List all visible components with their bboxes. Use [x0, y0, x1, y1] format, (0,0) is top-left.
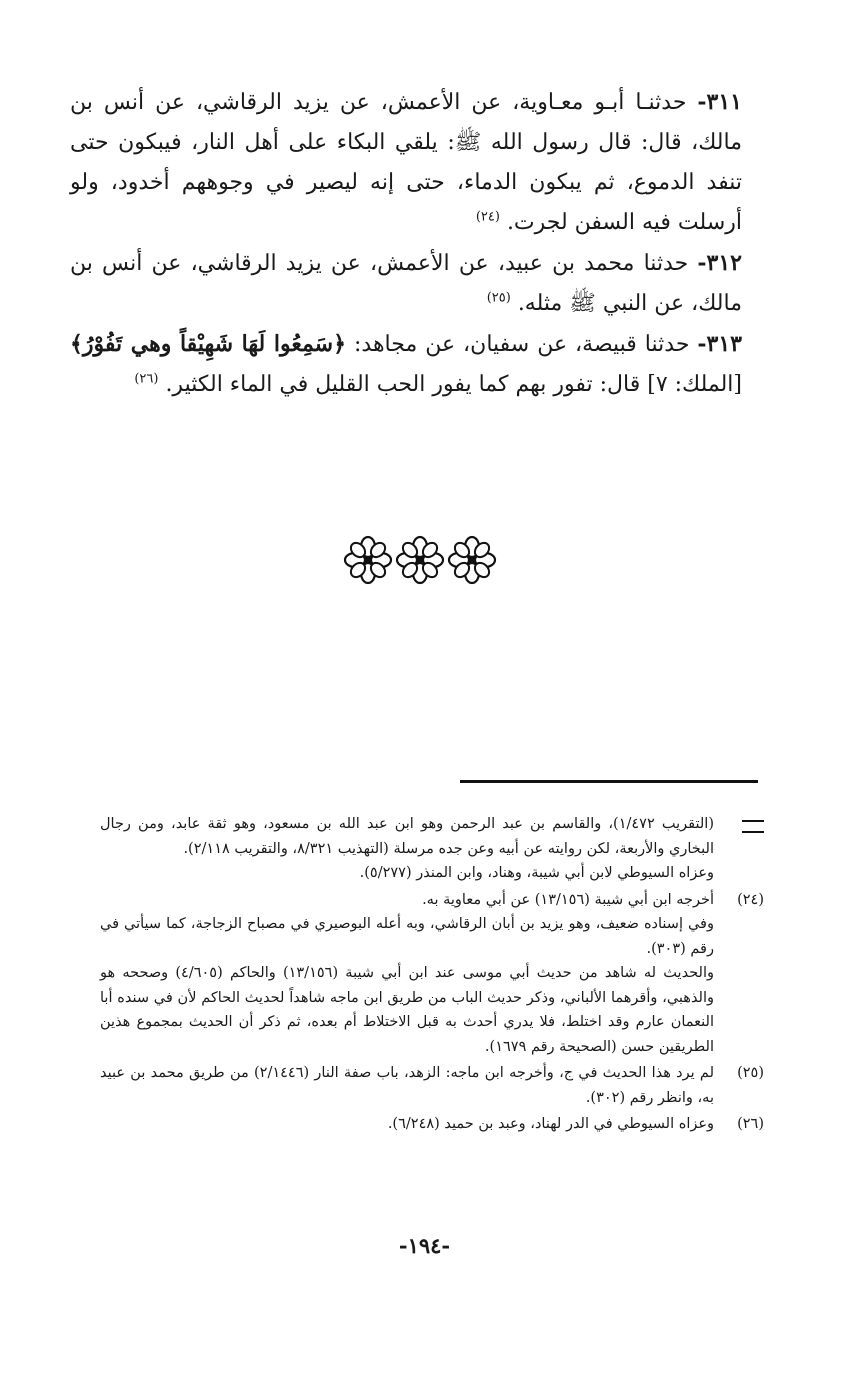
footnote-divider: [460, 780, 758, 783]
footnote-paragraph: أخرجه ابن أبي شيبة (١٣/١٥٦) عن أبي معاوية به.: [422, 891, 714, 908]
footnote-paragraph: وفي إسناده ضعيف، وهو يزيد بن أبان الرقاشي، وبه أعله البوصيري في مصباح الزجاجة، كما سيأتي في رقم (٣٠٣).: [100, 916, 714, 957]
main-text: [70, 82, 742, 405]
flower-ornament-icon: [449, 537, 495, 583]
footnote-number: (٢٤): [737, 891, 764, 908]
flower-ornament-icon: [397, 537, 443, 583]
hadith-text: حدثنـا أبـو معـاوية، عن الأعمش، عن يزيد الرقاشي، عن أنس بن مالك، قال: قال رسول الله ﷺ: يلقي البكاء على أهل النار، فيبكون حتى تنفد الدموع، ثم يبكون الدماء، حتى إنه ليصير في وجوههم أخدود، ولو أرسلت فيه السفن لجرت.: [70, 90, 742, 235]
hadith-text: حدثنا قبيصة، عن سفيان، عن مجاهد:: [346, 332, 698, 357]
section-ornament: [340, 533, 500, 587]
footnote-paragraph: (التقريب ١/٤٧٢)، والقاسم بن عبد الرحمن وهو ابن عبد الله بن مسعود، وهو ثقة عابد، ومن رجال البخاري والأربعة، لكن روايته عن أبيه وعن جده مرسلة (التهذيب ٨/٣٢١، والتقريب ٢/١١٨).: [100, 816, 714, 857]
flower-ornament-icon: [345, 537, 391, 583]
footnote-body: [100, 812, 714, 886]
footnote-ref: (٢٥): [486, 290, 511, 306]
hadith-text: حدثنا محمد بن عبيد، عن الأعمش، عن يزيد الرقاشي، عن أنس بن مالك، عن النبي ﷺ مثله.: [70, 251, 742, 316]
footnote-paragraph: لم يرد هذا الحديث في ج، وأخرجه ابن ماجه: الزهد، باب صفة النار (٢/١٤٤٦) من طريق محمد بن عبيد به، وانظر رقم (٣٠٢).: [100, 1065, 714, 1106]
hadith-number: ٣١١-: [697, 89, 742, 115]
footnote-ref: (٢٦): [134, 371, 159, 387]
footnote-body: [100, 1061, 714, 1110]
footnote-paragraph: وعزاه السيوطي لابن أبي شيبة، وهناد، وابن المنذر (٥/٢٧٧).: [359, 865, 714, 881]
hadith-313: [70, 324, 742, 405]
footnote-continued: [100, 812, 764, 886]
hadith-312: [70, 243, 742, 324]
hadith-number: ٣١٢-: [697, 250, 742, 276]
footnote-paragraph: والحديث له شاهد من حديث أبي موسى عند ابن أبي شيبة (١٣/١٥٦) والحاكم (٤/٦٠٥) وصححه هو والذهبي، وأقرهما الألباني، وذكر حديث الباب من طريق ابن ماجه شاهداً لحديث الحاكم لأن في سنده أبا النعمان عارم وقد اختلط، فلا يدري أحدث به قبل الاختلاط أم بعده، ثم ذكر أن الحديث بمجموع هذين الطريقين حسن (الصحيحة رقم ١٦٧٩).: [100, 965, 714, 1055]
footnote-24: [100, 888, 764, 1060]
footnote-body: [100, 888, 714, 1060]
continuation-mark: [714, 812, 764, 886]
footnote-number: (٢٦): [737, 1116, 764, 1132]
page-number: -١٩٤-: [398, 1233, 451, 1258]
footnote-body: [100, 1112, 714, 1137]
hadith-text-after: [الملك: ٧] قال: تفور بهم كما يفور الحب القليل في الماء الكثير.: [165, 372, 742, 397]
footnote-number: (٢٥): [737, 1065, 764, 1081]
quran-verse: ﴿سَمِعُوا لَهَا شَهِيْقاً وهي تَفُوْرُ﴾: [70, 331, 346, 357]
footnote-25: [100, 1061, 764, 1110]
footnotes: [100, 812, 764, 1139]
footnote-ref: (٢٤): [475, 209, 500, 225]
footnote-paragraph: وعزاه السيوطي في الدر لهناد، وعبد بن حميد (٦/٢٤٨).: [387, 1116, 714, 1132]
footnote-26: [100, 1112, 764, 1137]
hadith-311: [70, 82, 742, 243]
hadith-number: ٣١٣-: [697, 331, 742, 357]
equals-sign-icon: [742, 820, 764, 833]
